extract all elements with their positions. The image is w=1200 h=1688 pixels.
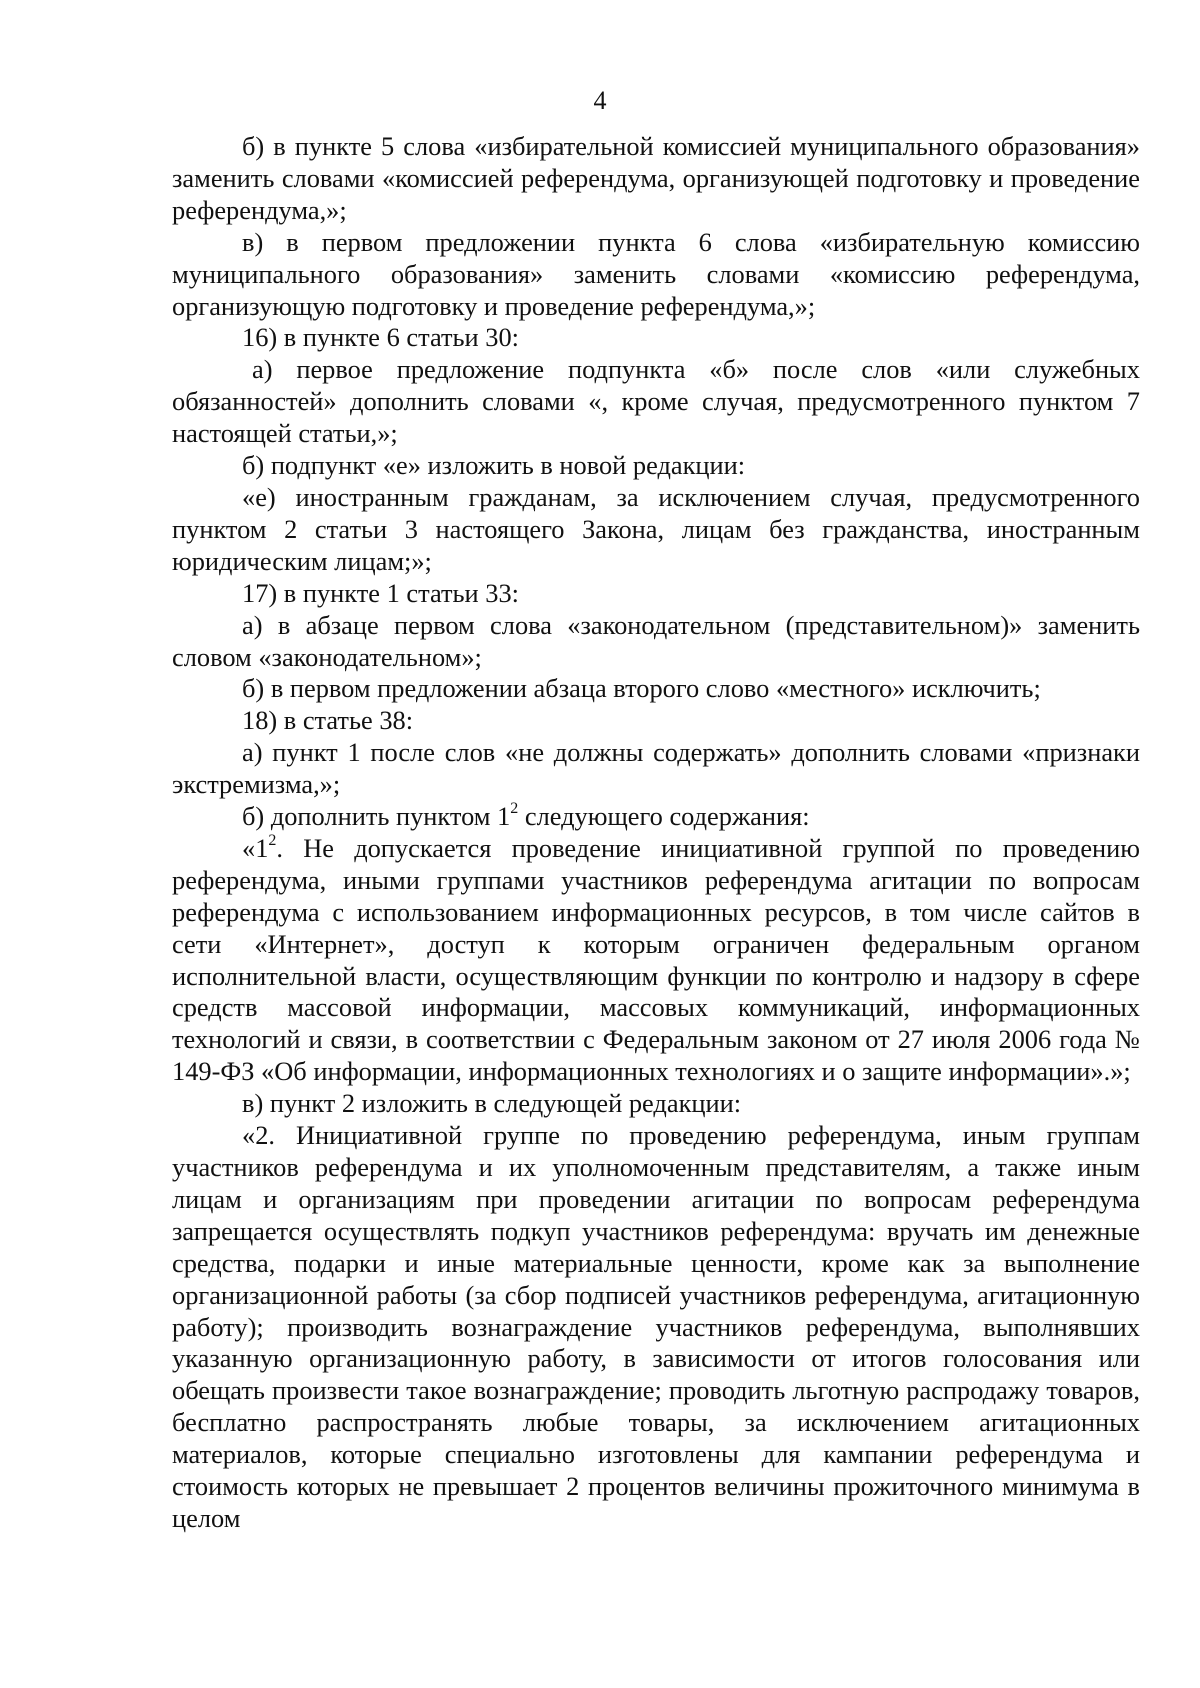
- paragraph-amendment-v-point2: в) пункт 2 изложить в следующей редакции:: [242, 1088, 742, 1119]
- paragraph-text-start: «1: [242, 832, 269, 863]
- paragraph-new-subitem-e: «е) иностранным гражданам, за исключением случая, предусмотренного пунктом 2 статьи 3 настоящего Закона, лицам без гражданства, иностранным юридическим лицам;»;: [172, 481, 1140, 576]
- paragraph-text-start: б) дополнить пунктом 1: [242, 801, 511, 832]
- paragraph-amendment-a-first-abzac: а) в абзаце первом слова «законодательном (представительном)» заменить словом «законодательном»;: [172, 609, 1140, 672]
- paragraph-new-point2: «2. Инициативной группе по проведению референдума, иным группам участников референдума и их уполномоченным представителям, а также иным лицам и организациям при проведении агитации по вопросам референдума запрещается осуществлять подкуп участников референдума: вручать им денежные средства, подарки и иные материальные ценности, кроме как за выполнение организационной работы (за сбор подписей участников референдума, агитационную работу); производить вознаграждение участников референдума, выполнявших указанную организационную работу, в зависимости от итогов голосования или обещать произвести такое вознаграждение; проводить льготную распродажу товаров, бесплатно распространять любые товары, за исключением агитационных материалов, которые специально изготовлены для кампании референдума и стоимость которых не превышает 2 процентов величины прожиточного минимума в целом: [172, 1120, 1140, 1533]
- paragraph-text-end: . Не допускается проведение инициативной группой по проведению референдума, иными группами участников референдума агитации по вопросам референдума с использованием информационных ресурсов, в том числе сайтов в сети «Интернет», доступ к которым ограничен федеральным органом исполнительной власти, осуществляющим функции по контролю и надзору в сфере средств массовой информации, массовых коммуникаций, информационных технологий и связи, в соответствии с Федеральным законом от 27 июля 2006 года № 149-ФЗ «Об информации, информационных технологиях и о защите информации».»;: [172, 832, 1140, 1087]
- paragraph-item17-heading: 17) в пункте 1 статьи 33:: [242, 577, 519, 608]
- paragraph-amendment-b-item5: б) в пункте 5 слова «избирательной комиссией муниципального образования» заменить словами «комиссией референдума, организующей подготовку и проведение референдума,»;: [172, 131, 1140, 225]
- paragraph-amendment-a-subitem-b: а) первое предложение подпункта «б» после слов «или служебных обязанностей» дополнить словами «, кроме случая, предусмотренного пунктом 7 настоящей статьи,»;: [172, 354, 1140, 449]
- document-body: [172, 131, 1140, 1535]
- paragraph-amendment-b-second-abzac: б) в первом предложении абзаца второго слово «местного» исключить;: [242, 673, 1041, 704]
- paragraph-amendment-a-point1: а) пункт 1 после слов «не должны содержать» дополнить словами «признаки экстремизма,»;: [172, 737, 1140, 800]
- superscript-number: 2: [510, 800, 519, 818]
- paragraph-amendment-b-subitem-e: б) подпункт «е» изложить в новой редакции:: [242, 450, 746, 481]
- paragraph-amendment-v-item6: в) в первом предложении пункта 6 слова «избирательную комиссию муниципального образования» заменить словами «комиссию референдума, организующую подготовку и проведение референдума,»;: [172, 226, 1140, 321]
- paragraph-text-end: следующего содержания:: [518, 801, 810, 832]
- paragraph-amendment-b-point1-2: [172, 801, 1140, 833]
- paragraph-item16-heading: 16) в пункте 6 статьи 30:: [242, 322, 519, 353]
- superscript-number: 2: [268, 832, 277, 850]
- paragraph-new-point1-2: [172, 833, 1140, 1088]
- paragraph-item18-heading: 18) в статье 38:: [242, 705, 414, 736]
- page-number: 4: [593, 86, 607, 115]
